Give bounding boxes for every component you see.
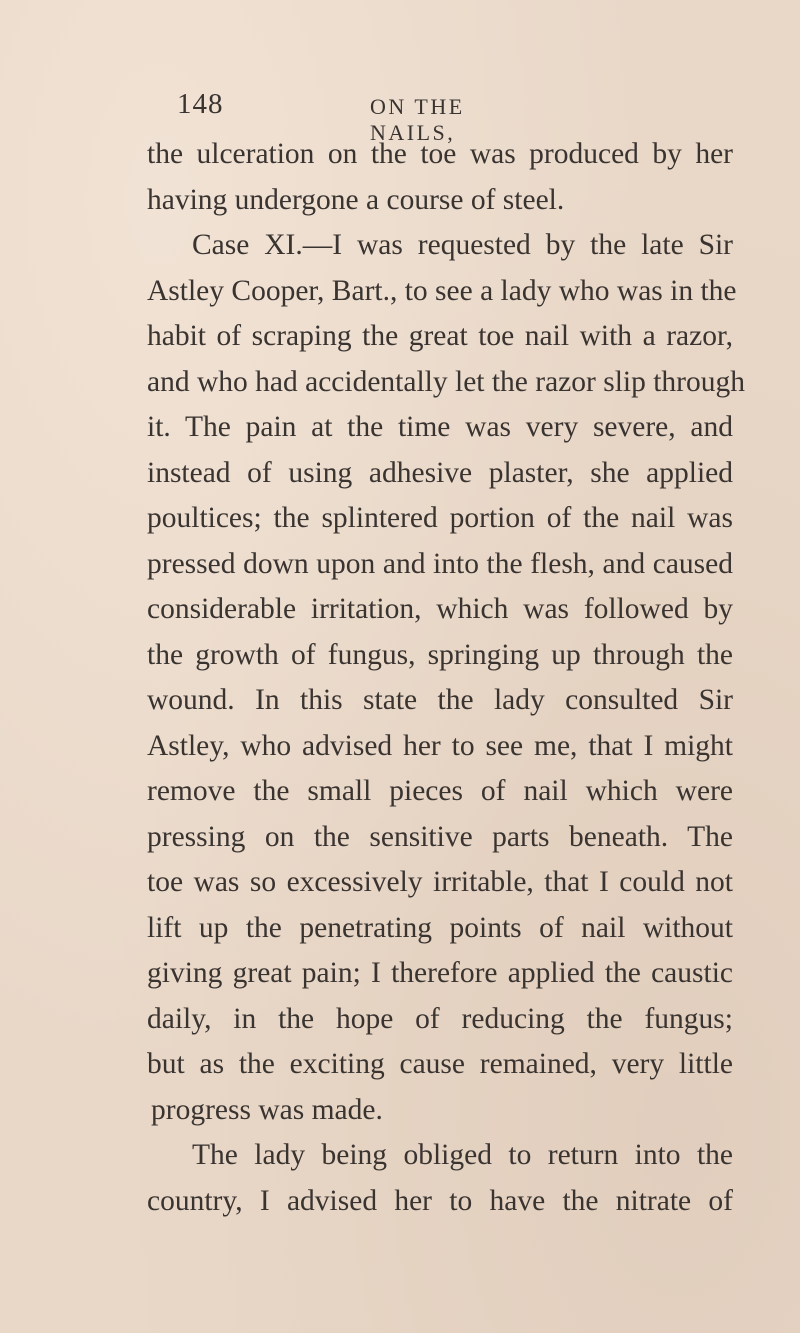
text-line: lift up the penetrating points of nail without	[147, 911, 733, 944]
text-line: it. The pain at the time was very severe, and	[147, 411, 733, 443]
text-line: and who had accidentally let the razor slip through	[147, 365, 745, 398]
text-line: poultices; the splintered portion of the nail was	[147, 502, 733, 534]
text-line: pressed down upon and into the flesh, and caused	[147, 547, 733, 580]
running-head	[177, 88, 557, 145]
text-line: country, I advised her to have the nitrate of	[147, 1184, 733, 1217]
text-line: Case XI.—I was requested by the late Sir	[192, 229, 733, 261]
text-line: Astley, who advised her to see me, that I might	[147, 729, 733, 762]
text-line: daily, in the hope of reducing the fungus;	[147, 1002, 733, 1035]
text-line: having undergone a course of steel.	[147, 183, 565, 216]
text-line: instead of using adhesive plaster, she applied	[147, 456, 733, 489]
text-line: giving great pain; I therefore applied the caustic	[147, 957, 733, 989]
text-line: wound. In this state the lady consulted Sir	[147, 684, 733, 716]
text-line: Astley Cooper, Bart., to see a lady who was in the	[147, 274, 737, 307]
text-line: The lady being obliged to return into the	[192, 1139, 733, 1171]
running-title: ON THE NAILS,	[370, 94, 465, 145]
text-line: the ulceration on the toe was produced by her	[147, 138, 733, 170]
page-number: 148	[177, 88, 224, 120]
text-line: pressing on the sensitive parts beneath. The	[147, 820, 733, 853]
text-line: toe was so excessively irritable, that I could not	[147, 866, 733, 898]
text-line: considerable irritation, which was followed by	[147, 593, 733, 625]
text-line: the growth of fungus, springing up through the	[147, 638, 733, 671]
text-line: but as the exciting cause remained, very little	[147, 1048, 733, 1080]
text-line: remove the small pieces of nail which were	[147, 775, 733, 807]
text-line: progress was made.	[151, 1093, 383, 1126]
text-line: habit of scraping the great toe nail with a razor,	[147, 320, 733, 352]
body-text	[147, 132, 745, 1224]
